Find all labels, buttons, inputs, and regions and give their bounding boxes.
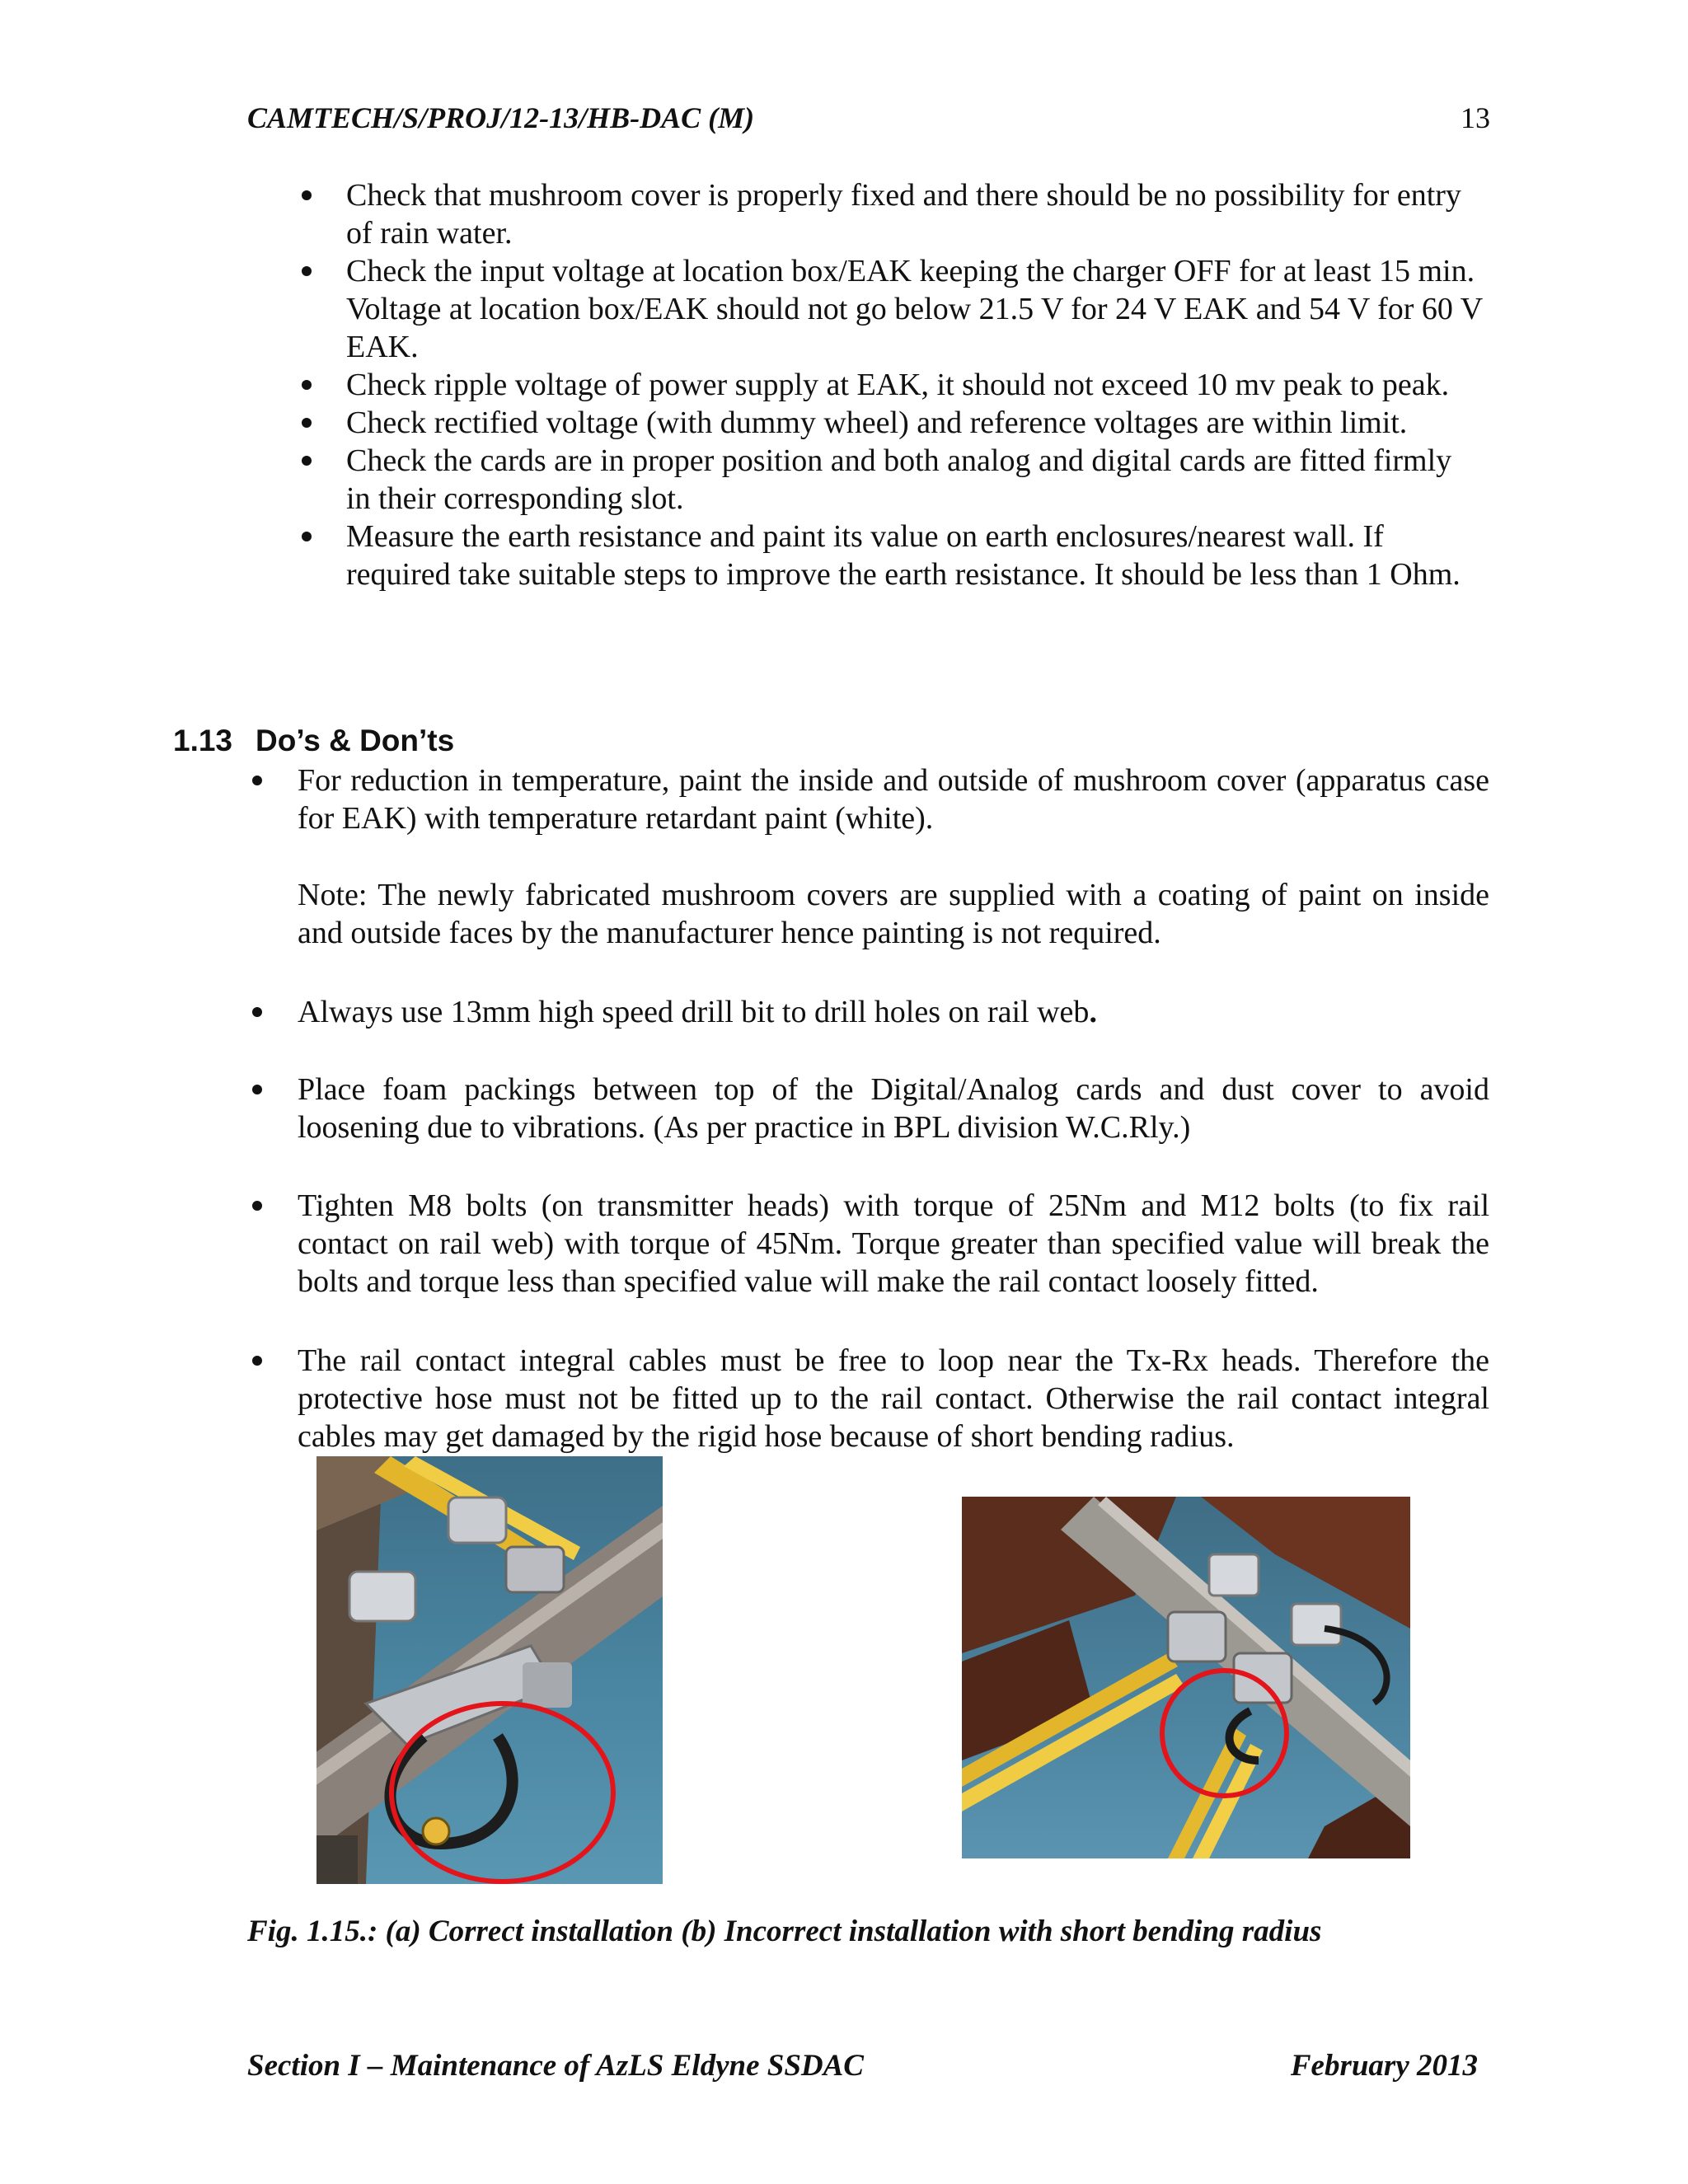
list-item: Measure the earth resistance and paint its value on earth enclosures/nearest wall. If required take suitable steps to improve the earth resistance. It should be less than 1 Ohm. <box>346 518 1484 593</box>
paint-note: Note: The newly fabricated mushroom covers are supplied with a coating of paint on inside and outside faces by the manufacturer hence painting is not required. <box>298 878 1489 950</box>
checks-list <box>346 176 1484 593</box>
list-item: Check the cards are in proper position and both analog and digital cards are fitted firmly in their corresponding slot. <box>346 442 1484 518</box>
list-item: Check rectified voltage (with dummy wheel) and reference voltages are within limit. <box>346 404 1484 442</box>
dos-donts-item-cables: The rail contact integral cables must be free to loop near the Tx-Rx heads. Therefore the protective hose must not be fitted up to the rail contact. Otherwise the rail contact integral cables may get damaged by the rigid hose because of short bending radius. <box>298 1343 1489 1454</box>
footer-date: February 2013 <box>1290 2049 1478 2083</box>
highlight-circle <box>389 1701 616 1884</box>
dos-donts-item-torque: Tighten M8 bolts (on transmitter heads) with torque of 25Nm and M12 bolts (to fix rail contact on rail web) with torque of 45Nm. Torque greater than specified value will break the bolts and torque less than specified value will make the rail contact loosely fitted. <box>298 1188 1489 1299</box>
incorrect-installation-image <box>962 1497 1410 1858</box>
list-item: Check ripple voltage of power supply at EAK, it should not exceed 10 mv peak to peak. <box>346 366 1484 404</box>
page-number: 13 <box>1461 101 1490 134</box>
photo-incorrect-installation <box>962 1497 1410 1858</box>
photo-correct-installation <box>316 1456 663 1884</box>
list-item: Check the input voltage at location box/EAK keeping the charger OFF for at least 15 min. Voltage at location box/EAK should not go below 21.5 V for 24 V EAK and 54 V for 60 V EAK. <box>346 254 1483 364</box>
list-item: Check that mushroom cover is properly fixed and there should be no possibility for entry of rain water. <box>346 176 1484 252</box>
section-number: 1.13 <box>173 724 233 757</box>
section-heading <box>173 724 454 758</box>
dos-donts-item-drill <box>298 993 1489 1031</box>
figure-caption: Fig. 1.15.: (a) Correct installation (b) Incorrect installation with short bending radius <box>247 1915 1322 1948</box>
highlight-circle <box>1160 1668 1289 1798</box>
drill-text: Always use 13mm high speed drill bit to drill holes on rail web <box>298 995 1090 1029</box>
dos-donts-item-foam: Place foam packings between top of the Digital/Analog cards and dust cover to avoid loosening due to vibrations. (As per practice in BPL division W.C.Rly.) <box>298 1072 1489 1145</box>
document-code: CAMTECH/S/PROJ/12-13/HB-DAC (M) <box>247 101 755 134</box>
section-title: Do’s & Don’ts <box>256 724 455 757</box>
drill-text-end: . <box>1089 995 1097 1029</box>
footer-section-title: Section I – Maintenance of AzLS Eldyne SSDAC <box>247 2049 864 2083</box>
dos-donts-item-paint: For reduction in temperature, paint the inside and outside of mushroom cover (apparatus case for EAK) with temperature retardant paint (white). <box>298 763 1489 836</box>
